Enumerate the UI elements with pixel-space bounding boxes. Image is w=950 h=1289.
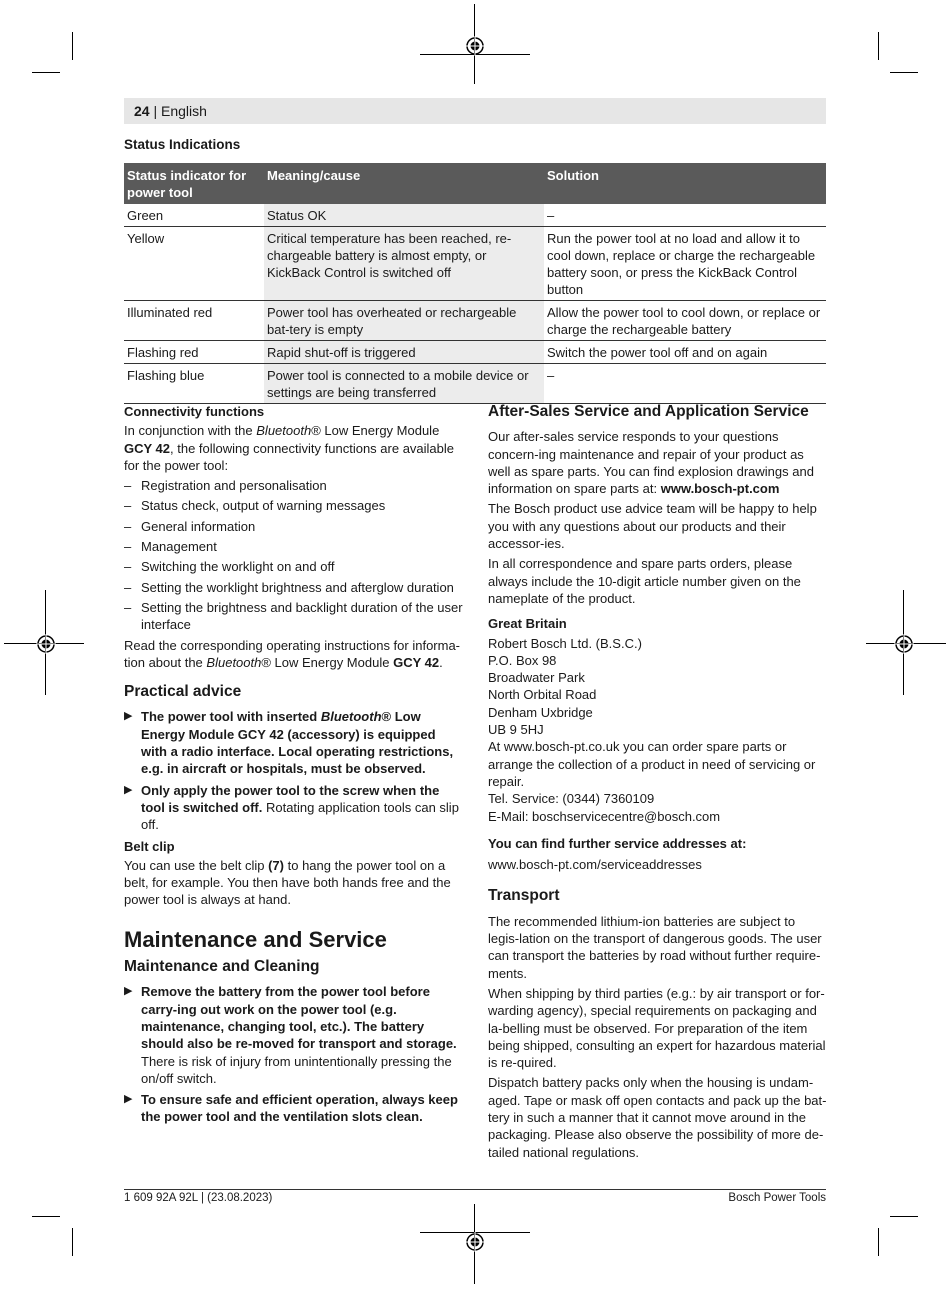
right-column: [488, 403, 828, 1164]
table-row: [124, 301, 826, 341]
address-line: P.O. Box 98: [488, 652, 557, 668]
warning-item: [124, 782, 464, 834]
warning-item: [124, 983, 464, 1087]
crop-mark: [890, 72, 918, 73]
service-email: E-Mail: boschservicecentre@bosch.com: [488, 808, 721, 824]
connectivity-outro: [124, 637, 464, 672]
page-number-label: 24 | English: [134, 103, 207, 119]
registration-mark-icon: [465, 1232, 485, 1252]
great-britain-title: Great Britain: [488, 616, 567, 632]
table-cell: Green: [124, 204, 264, 227]
after-sales-text: The Bosch product use advice team will be happy to help you with any questions about our products and their accessor-ies.: [488, 501, 817, 552]
connectivity-list: [124, 477, 464, 633]
table-cell: Allow the power tool to cool down, or replace or charge the rechargeable battery: [544, 301, 826, 341]
crop-mark: [72, 1228, 73, 1256]
text: ® Low Energy Module: [261, 654, 390, 670]
warning-item: [124, 708, 464, 777]
status-table: [124, 163, 826, 404]
warning-arrow-icon: ▶: [124, 985, 133, 998]
list-item: – Status check, output of warning messages: [124, 497, 464, 514]
list-item: – Registration and personalisation: [124, 477, 464, 494]
address-line: Robert Bosch Ltd. (B.S.C.): [488, 635, 642, 651]
crop-mark: [890, 1216, 918, 1217]
table-header-cell: Meaning/cause: [264, 163, 544, 204]
table-row: [124, 204, 826, 227]
list-item: – Setting the worklight brightness and afterglow duration: [124, 579, 464, 596]
table-cell: Flashing blue: [124, 364, 264, 404]
registration-mark-icon: [36, 634, 56, 654]
table-cell: Yellow: [124, 227, 264, 301]
transport-text: Dispatch battery packs only when the housing is undam-aged. Tape or mask off open contacts and pack up the bat-tery in such a manner that it cannot move around in the packaging. Please also observe the possibility of more de-tailed national regulations.: [488, 1075, 827, 1160]
table-cell: Power tool has overheated or rechargeable bat-tery is empty: [264, 301, 544, 341]
table-header-row: [124, 163, 826, 204]
text: There is risk of injury from unintentionally pressing the on/off switch.: [141, 1053, 452, 1086]
text: , the following connectivity functions are available for the power tool:: [124, 440, 455, 473]
after-sales-text: In all correspondence and spare parts orders, please always include the 10‑digit article number given on the nameplate of the product.: [488, 556, 801, 606]
table-header-cell: Solution: [544, 163, 826, 204]
table-row: [124, 227, 826, 301]
address-line: Denham Uxbridge: [488, 704, 593, 720]
text: Read the corresponding operating instructions for informa-tion about the: [124, 637, 461, 670]
text: (7): [268, 857, 284, 873]
table-cell: Rapid shut-off is triggered: [264, 341, 544, 364]
text: .: [439, 654, 443, 670]
text: to hang the power tool on a belt, for example. You then have both hands free and the power tool is always at hand.: [124, 857, 451, 908]
maintenance-title: Maintenance and Service: [124, 926, 387, 952]
warning-arrow-icon: ▶: [124, 1093, 133, 1106]
crop-mark: [32, 72, 60, 73]
table-cell: –: [544, 204, 826, 227]
table-cell: –: [544, 364, 826, 404]
transport-text: When shipping by third parties (e.g.: by air transport or for-warding agency), special requirements on packaging and la-belling must be observed. For preparation of the item being shipped, consulting an expert for hazardous material is re-quired.: [488, 985, 826, 1071]
transport-title: Transport: [488, 887, 560, 905]
transport-text: The recommended lithium-ion batteries are subject to legis-lation on the transport of dangerous goods. The user can transport the batteries by road without further require-ments.: [488, 913, 822, 981]
address-line: Broadwater Park: [488, 670, 585, 686]
list-item: – Switching the worklight on and off: [124, 558, 464, 575]
footer-doc-number: 1 609 92A 92L | (23.08.2023): [124, 1192, 273, 1204]
text: Only apply the power tool to the screw when the tool is switched off.: [141, 782, 440, 815]
text: ® Low Energy Module GCY 42 (accessory) is equipped with a radio interface. Local operating restrictions, e.g. in aircraft or hospitals, must be observed.: [141, 709, 454, 777]
warning-item: [124, 1091, 464, 1126]
table-row: [124, 364, 826, 404]
registration-mark-icon: [465, 36, 485, 56]
table-cell: Power tool is connected to a mobile device or settings are being transferred: [264, 364, 544, 404]
table-cell: Switch the power tool off and on again: [544, 341, 826, 364]
table-cell: Critical temperature has been reached, re-chargeable battery is almost empty, or KickBack Control is switched off: [264, 227, 544, 301]
text: Bluetooth: [256, 423, 312, 439]
connectivity-title: Connectivity functions: [124, 404, 265, 419]
after-sales-text: [488, 428, 828, 497]
text: To ensure safe and efficient operation, always keep the power tool and the ventilation slots clean.: [141, 1092, 458, 1125]
page-header: [124, 98, 826, 124]
after-sales-text: At www.bosch-pt.co.uk you can order spare parts or arrange the collection of a product in need of servicing or repair.: [488, 739, 816, 789]
crop-mark: [72, 32, 73, 60]
text: Remove the battery from the power tool before carry-ing out work on the power tool (e.g. maintenance, changing tool, etc.). The battery should also be re-moved for transport and storage.: [141, 984, 457, 1052]
crop-mark: [32, 1216, 60, 1217]
maintenance-cleaning-title: Maintenance and Cleaning: [124, 958, 320, 976]
connectivity-intro: [124, 422, 464, 474]
page-number: 24: [134, 103, 150, 119]
bosch-url-link[interactable]: www.bosch-pt.com: [660, 481, 780, 497]
crop-mark: [878, 1228, 879, 1256]
table-cell: Illuminated red: [124, 301, 264, 341]
further-addresses-title: You can find further service addresses at:: [488, 835, 747, 851]
warning-arrow-icon: ▶: [124, 710, 133, 723]
text: You can use the belt clip: [124, 857, 265, 873]
footer-divider: [124, 1189, 826, 1190]
registration-mark-icon: [894, 634, 914, 654]
practical-advice-title: Practical advice: [124, 683, 242, 701]
crop-mark: [878, 32, 879, 60]
text: ® Low Energy Module: [311, 423, 440, 439]
text: Rotating application tools can slip off.: [141, 799, 459, 833]
belt-clip-title: Belt clip: [124, 838, 175, 854]
list-item: – Setting the brightness and backlight duration of the user interface: [124, 599, 464, 634]
list-item: – General information: [124, 518, 464, 535]
text: The power tool with inserted: [141, 709, 318, 725]
warning-arrow-icon: ▶: [124, 783, 133, 796]
belt-clip-text: [124, 857, 464, 909]
table-cell: Status OK: [264, 204, 544, 227]
table-cell: Run the power tool at no load and allow it to cool down, replace or charge the rechargeable battery soon, or press the KickBack Control button: [544, 227, 826, 301]
text: In conjunction with the: [124, 423, 253, 439]
table-header-cell: Status indicator for power tool: [124, 163, 264, 204]
text: Bluetooth: [320, 709, 382, 725]
text: GCY 42: [393, 654, 440, 670]
left-column: [124, 403, 464, 1130]
text: Bluetooth: [206, 654, 262, 670]
table-cell: Flashing red: [124, 341, 264, 364]
page-language: English: [161, 103, 207, 119]
after-sales-title: After-Sales Service and Application Service: [488, 403, 809, 420]
table-row: [124, 341, 826, 364]
service-addresses-link[interactable]: www.bosch-pt.com/serviceaddresses: [488, 857, 702, 873]
list-item: – Management: [124, 538, 464, 555]
text: GCY 42: [124, 440, 171, 456]
address-line: UB 9 5HJ: [488, 722, 544, 738]
footer-brand: Bosch Power Tools: [728, 1192, 826, 1204]
address-line: North Orbital Road: [488, 687, 597, 703]
service-phone: Tel. Service: (0344) 7360109: [488, 791, 655, 807]
status-indications-title: Status Indications: [124, 137, 241, 152]
text: Our after-sales service responds to your questions concern-ing maintenance and repair of your product as well as spare parts. You can find explosion drawings and information on spare parts at:: [488, 429, 814, 497]
